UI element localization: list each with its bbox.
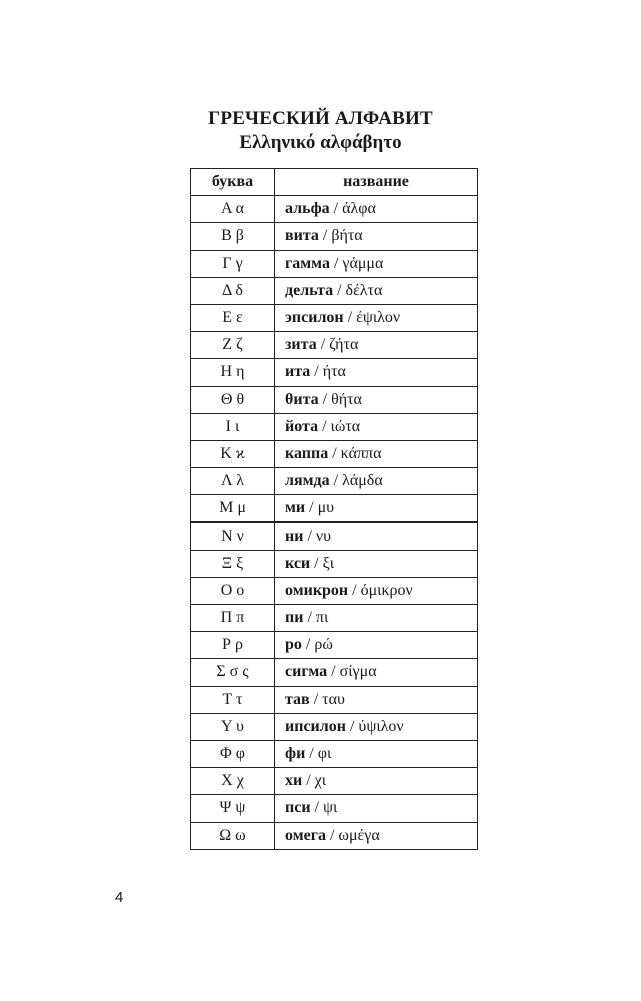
russian-name: лямда — [285, 472, 330, 490]
greek-name: / ήτα — [310, 363, 346, 381]
name-cell — [275, 605, 478, 632]
header-name: название — [275, 169, 478, 196]
letter-cell: Φ φ — [191, 740, 275, 767]
name-cell — [275, 659, 478, 686]
russian-name: ми — [285, 499, 306, 517]
table-row — [191, 740, 478, 767]
name-cell — [275, 359, 478, 386]
russian-name: йота — [285, 417, 319, 435]
letter-cell: Ι ι — [191, 413, 275, 440]
table-row — [191, 577, 478, 604]
letter-cell: Ο ο — [191, 577, 275, 604]
letter-cell: Γ γ — [191, 250, 275, 277]
russian-name: сигма — [285, 663, 328, 681]
greek-name: / ωμέγα — [325, 826, 380, 844]
name-cell — [275, 304, 478, 331]
letter-cell: Ω ω — [191, 822, 275, 849]
name-cell — [275, 822, 478, 849]
russian-name: кси — [285, 554, 311, 572]
greek-name: / ιώτα — [318, 417, 361, 435]
header-letter: буква — [191, 169, 275, 196]
name-cell — [275, 277, 478, 304]
name-cell — [275, 713, 478, 740]
table-row — [191, 686, 478, 713]
russian-name: ни — [285, 527, 304, 545]
table-row — [191, 795, 478, 822]
letter-cell: Ζ ζ — [191, 332, 275, 359]
russian-name: ипсилон — [285, 717, 346, 735]
greek-name: / θήτα — [318, 390, 362, 408]
letter-cell: Β β — [191, 223, 275, 250]
name-cell — [275, 740, 478, 767]
russian-name: зита — [285, 336, 317, 354]
letter-cell: Τ τ — [191, 686, 275, 713]
table-body — [191, 196, 478, 850]
page-title: ГРЕЧЕСКИЙ АЛФАВИТ — [208, 108, 433, 129]
letter-cell: Ξ ξ — [191, 550, 275, 577]
letter-cell: Θ θ — [191, 386, 275, 413]
name-cell — [275, 522, 478, 550]
russian-name: хи — [285, 772, 303, 790]
greek-name: / λάμδα — [329, 472, 383, 490]
table-row — [191, 632, 478, 659]
letter-cell: Δ δ — [191, 277, 275, 304]
greek-name: / κάππα — [328, 444, 382, 462]
greek-name: / χι — [302, 772, 327, 790]
russian-name: омикрон — [285, 581, 349, 599]
table-row — [191, 277, 478, 304]
greek-name: / ψι — [310, 799, 338, 817]
name-cell — [275, 332, 478, 359]
table-row — [191, 768, 478, 795]
letter-cell: Ν ν — [191, 522, 275, 550]
name-cell — [275, 440, 478, 467]
table-row — [191, 196, 478, 223]
greek-name: / ζήτα — [316, 336, 359, 354]
greek-name: / άλφα — [329, 200, 376, 218]
greek-name: / δέλτα — [333, 281, 383, 299]
table-row — [191, 359, 478, 386]
letter-cell: Ε ε — [191, 304, 275, 331]
russian-name: омега — [285, 826, 326, 844]
letter-cell: Η η — [191, 359, 275, 386]
greek-name: / ρώ — [301, 636, 333, 654]
table-row — [191, 468, 478, 495]
russian-name: вита — [285, 227, 319, 245]
name-cell — [275, 577, 478, 604]
table-row — [191, 440, 478, 467]
name-cell — [275, 413, 478, 440]
greek-name: / ταυ — [309, 690, 345, 708]
table-row — [191, 223, 478, 250]
russian-name: пси — [285, 799, 311, 817]
russian-name: фи — [285, 745, 306, 763]
greek-name: / φι — [305, 745, 332, 763]
greek-name: / πι — [303, 609, 329, 627]
table-row — [191, 413, 478, 440]
russian-name: θита — [285, 390, 319, 408]
table-row — [191, 386, 478, 413]
russian-name: пи — [285, 609, 304, 627]
table-row — [191, 304, 478, 331]
russian-name: гамма — [285, 254, 330, 272]
letter-cell: Ρ ρ — [191, 632, 275, 659]
letter-cell: Π π — [191, 605, 275, 632]
letter-cell: Υ υ — [191, 713, 275, 740]
letter-cell: Λ λ — [191, 468, 275, 495]
table-row — [191, 250, 478, 277]
name-cell — [275, 196, 478, 223]
russian-name: эпсилон — [285, 309, 344, 327]
name-cell — [275, 795, 478, 822]
letter-cell: Σ σ ς — [191, 659, 275, 686]
name-cell — [275, 686, 478, 713]
russian-name: тав — [285, 690, 310, 708]
greek-name: / μυ — [305, 499, 335, 517]
table-row — [191, 522, 478, 550]
table-row — [191, 332, 478, 359]
greek-name: / έψιλον — [343, 309, 401, 327]
greek-alphabet-table — [190, 168, 478, 850]
greek-name: / γάμμα — [329, 254, 384, 272]
name-cell — [275, 550, 478, 577]
name-cell — [275, 468, 478, 495]
name-cell — [275, 386, 478, 413]
russian-name: ро — [285, 636, 302, 654]
name-cell — [275, 768, 478, 795]
name-cell — [275, 495, 478, 523]
russian-name: дельта — [285, 281, 334, 299]
letter-cell: Χ χ — [191, 768, 275, 795]
page-subtitle: Ελληνικό αλφάβητο — [239, 132, 402, 153]
table-row — [191, 495, 478, 523]
letter-cell: Α α — [191, 196, 275, 223]
letter-cell: Μ μ — [191, 495, 275, 523]
greek-name: / βήτα — [318, 227, 363, 245]
table-row — [191, 550, 478, 577]
name-cell — [275, 632, 478, 659]
letter-cell: Κ ϰ — [191, 440, 275, 467]
greek-name: / σίγμα — [327, 663, 377, 681]
table-row — [191, 713, 478, 740]
table-row — [191, 659, 478, 686]
greek-name: / ξι — [310, 554, 335, 572]
russian-name: альфа — [285, 200, 330, 218]
greek-name: / ύψιλον — [345, 717, 404, 735]
table-row — [191, 822, 478, 849]
name-cell — [275, 250, 478, 277]
russian-name: каппа — [285, 444, 329, 462]
letter-cell: Ψ ψ — [191, 795, 275, 822]
table-row — [191, 605, 478, 632]
name-cell — [275, 223, 478, 250]
greek-name: / νυ — [303, 527, 332, 545]
page-number: 4 — [115, 889, 124, 906]
table-header-row — [191, 169, 478, 196]
greek-name: / όμικρον — [348, 581, 413, 599]
russian-name: ита — [285, 363, 311, 381]
